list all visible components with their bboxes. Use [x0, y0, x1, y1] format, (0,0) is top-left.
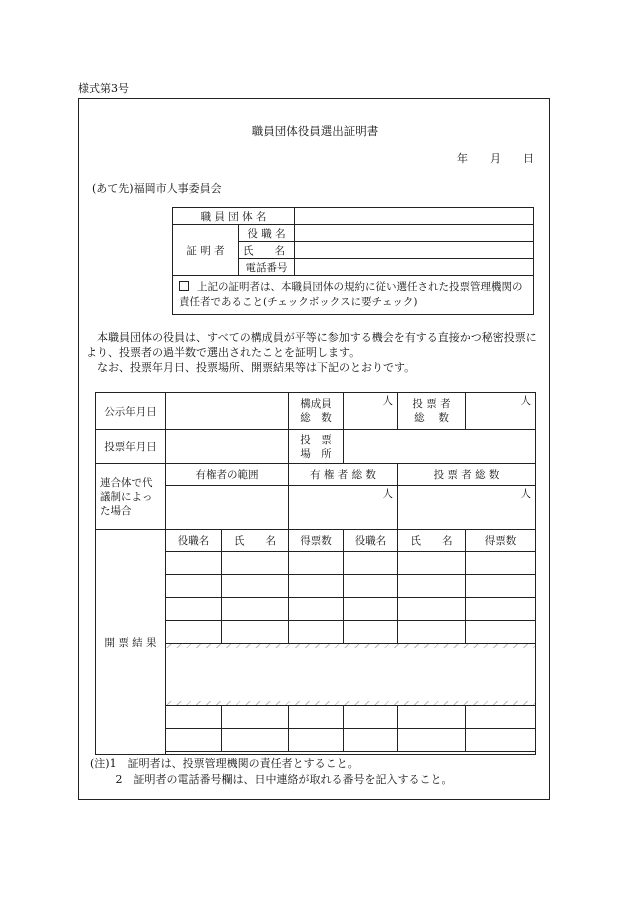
phone-label: 電話番号 — [239, 259, 295, 276]
voters-total-label-2: 総 数 — [414, 412, 449, 424]
result-cell[interactable] — [344, 621, 398, 644]
result-cell[interactable] — [166, 575, 222, 598]
members-total-field[interactable]: 人 — [344, 393, 398, 430]
result-cell[interactable] — [466, 621, 536, 644]
table-bottom — [166, 752, 536, 755]
vote-date-label: 投票年月日 — [96, 430, 166, 464]
announce-date-label: 公示年月日 — [96, 393, 166, 430]
result-cell[interactable] — [344, 706, 398, 729]
result-cell[interactable] — [466, 729, 536, 752]
eligible-total-field[interactable]: 人 — [289, 486, 398, 530]
result-cell[interactable] — [344, 598, 398, 621]
result-cell[interactable] — [398, 575, 466, 598]
addressee: (あて先)福岡市人事委員会 — [92, 182, 222, 195]
confirmation-row — [173, 276, 534, 315]
result-cell[interactable] — [166, 706, 222, 729]
col-votes-1: 得票数 — [289, 530, 344, 552]
result-cell[interactable] — [289, 598, 344, 621]
statement-line-1: 本職員団体の役員は、すべての構成員が平等に参加する機会を有する直接かつ秘密投票により、投票者の過半数で選出されたことを証明します。 — [86, 331, 537, 359]
voter-total-field[interactable]: 人 — [398, 486, 536, 530]
position-label: 役 職 名 — [239, 225, 295, 242]
result-cell[interactable] — [222, 621, 289, 644]
result-cell[interactable] — [166, 552, 222, 575]
col-position-1: 役職名 — [166, 530, 222, 552]
certifier-table — [172, 207, 534, 315]
result-cell[interactable] — [289, 729, 344, 752]
voter-total-label: 投 票 者 総 数 — [398, 464, 536, 486]
eligible-total-label: 有 権 者 総 数 — [289, 464, 398, 486]
result-cell[interactable] — [466, 552, 536, 575]
certifier-label: 証 明 者 — [173, 225, 239, 276]
members-total-label-2: 総 数 — [300, 412, 332, 424]
omitted-rows-break — [166, 644, 536, 706]
col-votes-2: 得票数 — [466, 530, 536, 552]
name-field[interactable] — [295, 242, 534, 259]
vote-place-label — [289, 430, 344, 464]
result-cell[interactable] — [222, 552, 289, 575]
position-field[interactable] — [295, 225, 534, 242]
col-name-1: 氏 名 — [222, 530, 289, 552]
date-month: 月 — [490, 152, 501, 165]
members-total-label-1: 構成員 — [300, 398, 332, 410]
org-name-field[interactable] — [295, 208, 534, 225]
statement-line-2: なお、投票年月日、投票場所、開票結果等は下記のとおりです。 — [97, 361, 416, 374]
col-name-2: 氏 名 — [398, 530, 466, 552]
date-year: 年 — [457, 152, 468, 165]
result-cell[interactable] — [398, 552, 466, 575]
result-cell[interactable] — [166, 729, 222, 752]
result-cell[interactable] — [466, 575, 536, 598]
voters-total-label-1: 投 票 者 — [412, 398, 451, 410]
result-cell[interactable] — [398, 621, 466, 644]
result-cell[interactable] — [344, 552, 398, 575]
federation-label: 連合体で代議制によった場合 — [96, 464, 166, 530]
date-day: 日 — [523, 152, 534, 165]
note-1: (注)1 証明者は、投票管理機関の責任者とすること。 — [90, 757, 359, 770]
confirmation-checkbox[interactable] — [179, 281, 189, 291]
vote-place-field[interactable] — [344, 430, 536, 464]
vote-date-field[interactable] — [166, 430, 289, 464]
result-cell[interactable] — [289, 552, 344, 575]
result-cell[interactable] — [166, 598, 222, 621]
result-cell[interactable] — [398, 598, 466, 621]
result-cell[interactable] — [344, 575, 398, 598]
result-cell[interactable] — [398, 706, 466, 729]
result-cell[interactable] — [398, 729, 466, 752]
result-cell[interactable] — [289, 706, 344, 729]
date-line — [457, 150, 534, 166]
confirmation-text: 上記の証明者は、本職員団体の規約に従い選任された投票管理機関の責任者であること(チェックボックスに要チェック) — [179, 281, 523, 308]
eligible-scope-field[interactable] — [166, 486, 289, 530]
notes — [90, 756, 453, 788]
voters-total-label — [398, 393, 466, 430]
name-label: 氏 名 — [239, 242, 295, 259]
election-table — [95, 392, 536, 755]
document-title: 職員団体役員選出証明書 — [251, 124, 379, 138]
members-total-label — [289, 393, 344, 430]
announce-date-field[interactable] — [166, 393, 289, 430]
note-2: 2 証明者の電話番号欄は、日中連絡が取れる番号を記入すること。 — [90, 773, 453, 786]
result-cell[interactable] — [222, 706, 289, 729]
vote-place-label-1: 投 票 — [300, 433, 332, 446]
result-cell[interactable] — [289, 621, 344, 644]
eligible-scope-label: 有権者の範囲 — [166, 464, 289, 486]
voters-total-field[interactable]: 人 — [466, 393, 536, 430]
result-cell[interactable] — [344, 729, 398, 752]
result-cell[interactable] — [222, 575, 289, 598]
result-cell[interactable] — [222, 598, 289, 621]
phone-field[interactable] — [295, 259, 534, 276]
result-cell[interactable] — [289, 575, 344, 598]
statement — [86, 330, 546, 375]
result-label: 開 票 結 果 — [96, 530, 166, 755]
result-cell[interactable] — [466, 706, 536, 729]
result-cell[interactable] — [222, 729, 289, 752]
vote-place-label-2: 場 所 — [300, 447, 332, 460]
org-name-label: 職 員 団 体 名 — [173, 208, 295, 225]
form-number: 様式第3号 — [78, 82, 129, 95]
result-cell[interactable] — [166, 621, 222, 644]
col-position-2: 役職名 — [344, 530, 398, 552]
result-cell[interactable] — [466, 598, 536, 621]
